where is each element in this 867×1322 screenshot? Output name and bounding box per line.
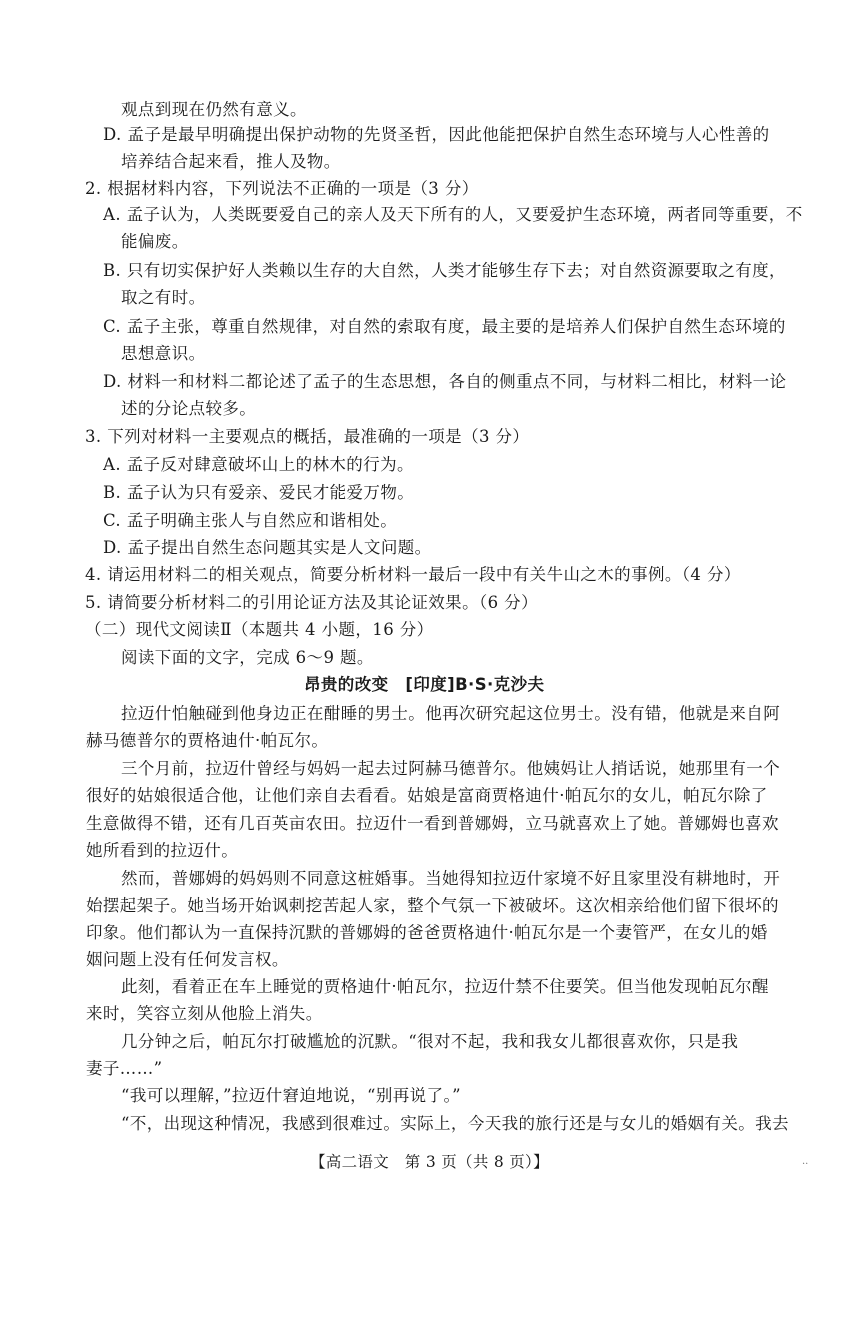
paragraph-line: 然而，普娜姆的妈妈则不同意这桩婚事。当她得知拉迈什家境不好且家里没有耕地时，开 <box>121 869 781 888</box>
article-title: 昂贵的改变 [印度]B·S·克沙夫 <box>304 675 545 694</box>
option-c: C. 孟子明确主张人与自然应和谐相处。 <box>103 511 398 530</box>
corner-mark: .. <box>802 1156 809 1167</box>
page-footer: 【高二语文 第 3 页（共 8 页）】 <box>310 1153 549 1171</box>
paragraph-line: “不，出现这种情况，我感到很难过。实际上，今天我的旅行还是与女儿的婚姻有关。我去 <box>121 1114 789 1133</box>
paragraph-line: 拉迈什怕触碰到他身边正在酣睡的男士。他再次研究起这位男士。没有错，他就是来自阿 <box>121 704 781 723</box>
option-a: A. 孟子反对肆意破坏山上的林木的行为。 <box>103 455 414 474</box>
option-d: D. 孟子提出自然生态问题其实是人文问题。 <box>103 538 432 557</box>
question-3: 3. 下列对材料一主要观点的概括，最准确的一项是（3 分） <box>85 427 530 446</box>
question-2: 2. 根据材料内容，下列说法不正确的一项是（3 分） <box>85 179 479 198</box>
text-line: 培养结合起来看，推人及物。 <box>121 152 341 171</box>
question-5: 5. 请简要分析材料二的引用论证方法及其论证效果。（6 分） <box>85 593 538 612</box>
option-d: D. 孟子是最早明确提出保护动物的先贤圣哲，因此他能把保护自然生态环境与人心性善的 <box>103 125 770 144</box>
paragraph-line: 几分钟之后，帕瓦尔打破尴尬的沉默。“很对不起，我和我女儿都很喜欢你，只是我 <box>121 1032 739 1051</box>
paragraph-line: 姻问题上没有任何发言权。 <box>86 950 289 969</box>
paragraph-line: 她所看到的拉迈什。 <box>86 841 239 860</box>
text-line: 思想意识。 <box>121 344 206 363</box>
paragraph-line: 三个月前，拉迈什曾经与妈妈一起去过阿赫马德普尔。他姨妈让人捎话说，她那里有一个 <box>121 759 781 778</box>
text-line: 能偏废。 <box>121 232 189 251</box>
text-line: 述的分论点较多。 <box>121 399 257 418</box>
instruction: 阅读下面的文字，完成 6～9 题。 <box>121 648 374 667</box>
option-b: B. 只有切实保护好人类赖以生存的大自然，人类才能够生存下去；对自然资源要取之有度， <box>103 261 786 280</box>
paragraph-line: 生意做得不错，还有几百英亩农田。拉迈什一看到普娜姆，立马就喜欢上了她。普娜姆也喜欢 <box>86 814 779 833</box>
section-heading: （二）现代文阅读Ⅱ（本题共 4 小题，16 分） <box>85 620 434 639</box>
text-line: 观点到现在仍然有意义。 <box>121 100 307 119</box>
option-b: B. 孟子认为只有爱亲、爱民才能爱万物。 <box>103 483 415 502</box>
paragraph-line: 此刻，看着正在车上睡觉的贾格迪什·帕瓦尔，拉迈什禁不住要笑。但当他发现帕瓦尔醒 <box>121 977 769 996</box>
paragraph-line: 很好的姑娘很适合他，让他们亲自去看看。姑娘是富商贾格迪什·帕瓦尔的女儿，帕瓦尔除了 <box>86 786 768 805</box>
paragraph-line: 印象。他们都认为一直保持沉默的普娜姆的爸爸贾格迪什·帕瓦尔是一个妻管严，在女儿的婚 <box>86 923 768 942</box>
paragraph-line: “我可以理解，”拉迈什窘迫地说，“别再说了。” <box>121 1086 461 1105</box>
option-d: D. 材料一和材料二都论述了孟子的生态思想，各自的侧重点不同，与材料二相比，材料一论 <box>103 372 787 391</box>
question-4: 4. 请运用材料二的相关观点，简要分析材料一最后一段中有关牛山之木的事例。（4 分） <box>85 565 741 584</box>
option-a: A. 孟子认为，人类既要爱自己的亲人及天下所有的人，又要爱护生态环境，两者同等重要，不 <box>103 205 803 224</box>
option-c: C. 孟子主张，尊重自然规律，对自然的索取有度，最主要的是培养人们保护自然生态环境的 <box>103 317 786 336</box>
paragraph-line: 始摆起架子。她当场开始讽刺挖苦起人家，整个气氛一下被破坏。这次相亲给他们留下很坏的 <box>86 896 779 915</box>
paragraph-line: 妻子……” <box>86 1059 163 1078</box>
paragraph-line: 赫马德普尔的贾格迪什·帕瓦尔。 <box>86 731 329 750</box>
paragraph-line: 来时，笑容立刻从他脸上消失。 <box>86 1004 323 1023</box>
text-line: 取之有时。 <box>121 288 206 307</box>
